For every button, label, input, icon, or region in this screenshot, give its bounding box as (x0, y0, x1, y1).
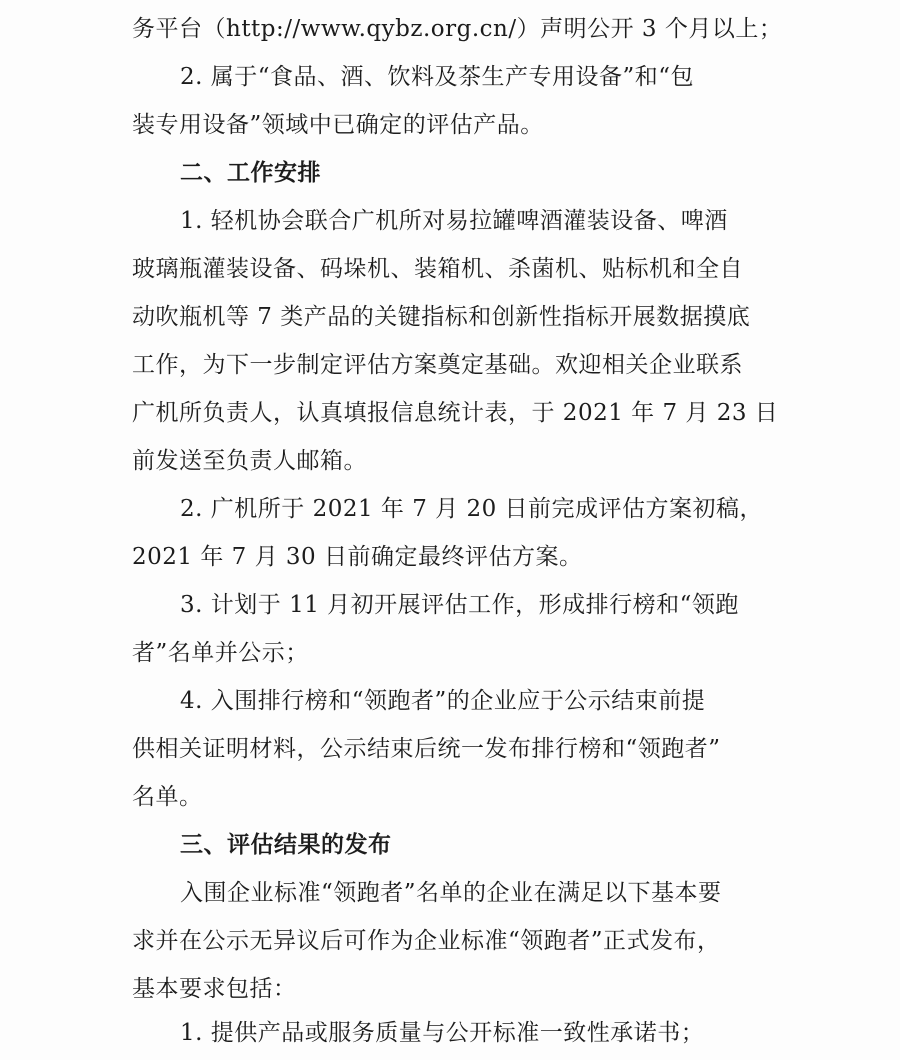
section-heading: 二、工作安排 (180, 160, 321, 186)
text-line: 务平台（http://www.qybz.org.cn/）声明公开 3 个月以上； (132, 16, 783, 42)
text-line: 名单。 (132, 784, 203, 810)
section-heading: 三、评估结果的发布 (180, 832, 392, 858)
text-line: 1. 轻机协会联合广机所对易拉罐啤酒灌装设备、啤酒 (180, 208, 728, 234)
text-line: 前发送至负责人邮箱。 (132, 448, 367, 474)
text-line: 4. 入围排行榜和“领跑者”的企业应于公示结束前提 (180, 688, 706, 714)
text-line: 装专用设备”领域中已确定的评估产品。 (132, 112, 544, 138)
text-line: 工作，为下一步制定评估方案奠定基础。欢迎相关企业联系 (132, 352, 743, 378)
text-line: 基本要求包括： (132, 976, 297, 1002)
text-line: 玻璃瓶灌装设备、码垛机、装箱机、杀菌机、贴标机和全自 (132, 256, 743, 282)
text-line: 供相关证明材料，公示结束后统一发布排行榜和“领跑者” (132, 736, 721, 762)
text-line: 3. 计划于 11 月初开展评估工作，形成排行榜和“领跑 (180, 592, 739, 618)
text-line: 2021 年 7 月 30 日前确定最终评估方案。 (132, 544, 583, 570)
text-line: 2. 广机所于 2021 年 7 月 20 日前完成评估方案初稿， (180, 496, 764, 522)
text-line: 者”名单并公示； (132, 640, 309, 666)
text-line: 1. 提供产品或服务质量与公开标准一致性承诺书； (180, 1020, 705, 1046)
text-line: 求并在公示无异议后可作为企业标准“领跑者”正式发布， (132, 928, 721, 954)
text-line: 入围企业标准“领跑者”名单的企业在满足以下基本要 (180, 880, 722, 906)
text-line: 广机所负责人，认真填报信息统计表，于 2021 年 7 月 23 日 (132, 400, 779, 426)
text-line: 动吹瓶机等 7 类产品的关键指标和创新性指标开展数据摸底 (132, 304, 751, 330)
text-line: 2. 属于“食品、酒、饮料及茶生产专用设备”和“包 (180, 64, 695, 90)
